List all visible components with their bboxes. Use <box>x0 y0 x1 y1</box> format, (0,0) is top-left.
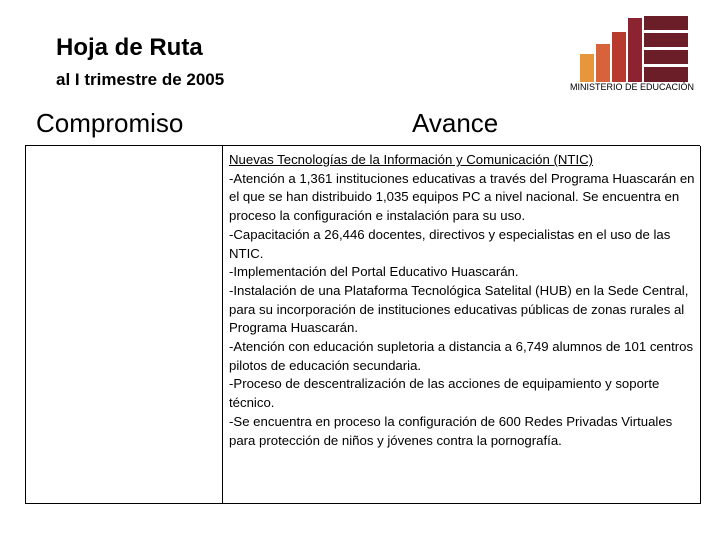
list-item: -Instalación de una Plataforma Tecnológica Satelital (HUB) en la Sede Central, para su incorporación de instituciones educativas públicas de zonas rurales al Programa Huascarán. <box>229 282 689 336</box>
logo-bar-4 <box>628 18 642 82</box>
avance-header: Avance <box>412 108 499 138</box>
logo-bar-2 <box>596 44 610 82</box>
list-item: -Se encuentra en proceso la configuración de 600 Redes Privadas Virtuales para protección de niños y jóvenes contra la pornografía. <box>229 413 673 448</box>
page-title: Hoja de Ruta <box>56 34 203 61</box>
list-item: -Proceso de descentralización de las acciones de equipamiento y soporte técnico. <box>229 376 660 411</box>
ministry-name: MINISTERIO DE EDUCACIÓN <box>569 82 694 92</box>
logo-bar-5c <box>644 50 688 64</box>
list-item: -Capacitación a 26,446 docentes, directivos y especialistas en el uso de las NTIC. <box>229 226 671 261</box>
list-item: -Implementación del Portal Educativo Huascarán. <box>229 264 519 280</box>
avance-cell <box>229 151 695 450</box>
list-item: -Atención con educación supletoria a distancia a 6,749 alumnos de 101 centros pilotos de educación secundaria. <box>229 339 694 373</box>
list-item: -Atención a 1,361 instituciones educativas a través del Programa Huascarán en el que se han distribuido 1,035 equipos PC a nivel nacional. Se encuentra en proceso la configuración e instalación para su uso. <box>229 170 695 224</box>
page-subtitle: al I trimestre de 2005 <box>56 70 225 89</box>
compromiso-header: Compromiso <box>36 108 184 138</box>
logo-bar-1 <box>580 54 594 82</box>
section-title: Nuevas Tecnologías de la Información y Comunicación (NTIC) <box>229 152 594 167</box>
table-column-divider <box>222 146 223 504</box>
ministry-bars-logo-icon <box>578 14 688 82</box>
logo-bar-5a <box>644 16 688 30</box>
logo-bar-5d <box>644 67 688 82</box>
logo-bar-5b <box>644 33 688 47</box>
logo-bar-3 <box>612 32 626 82</box>
